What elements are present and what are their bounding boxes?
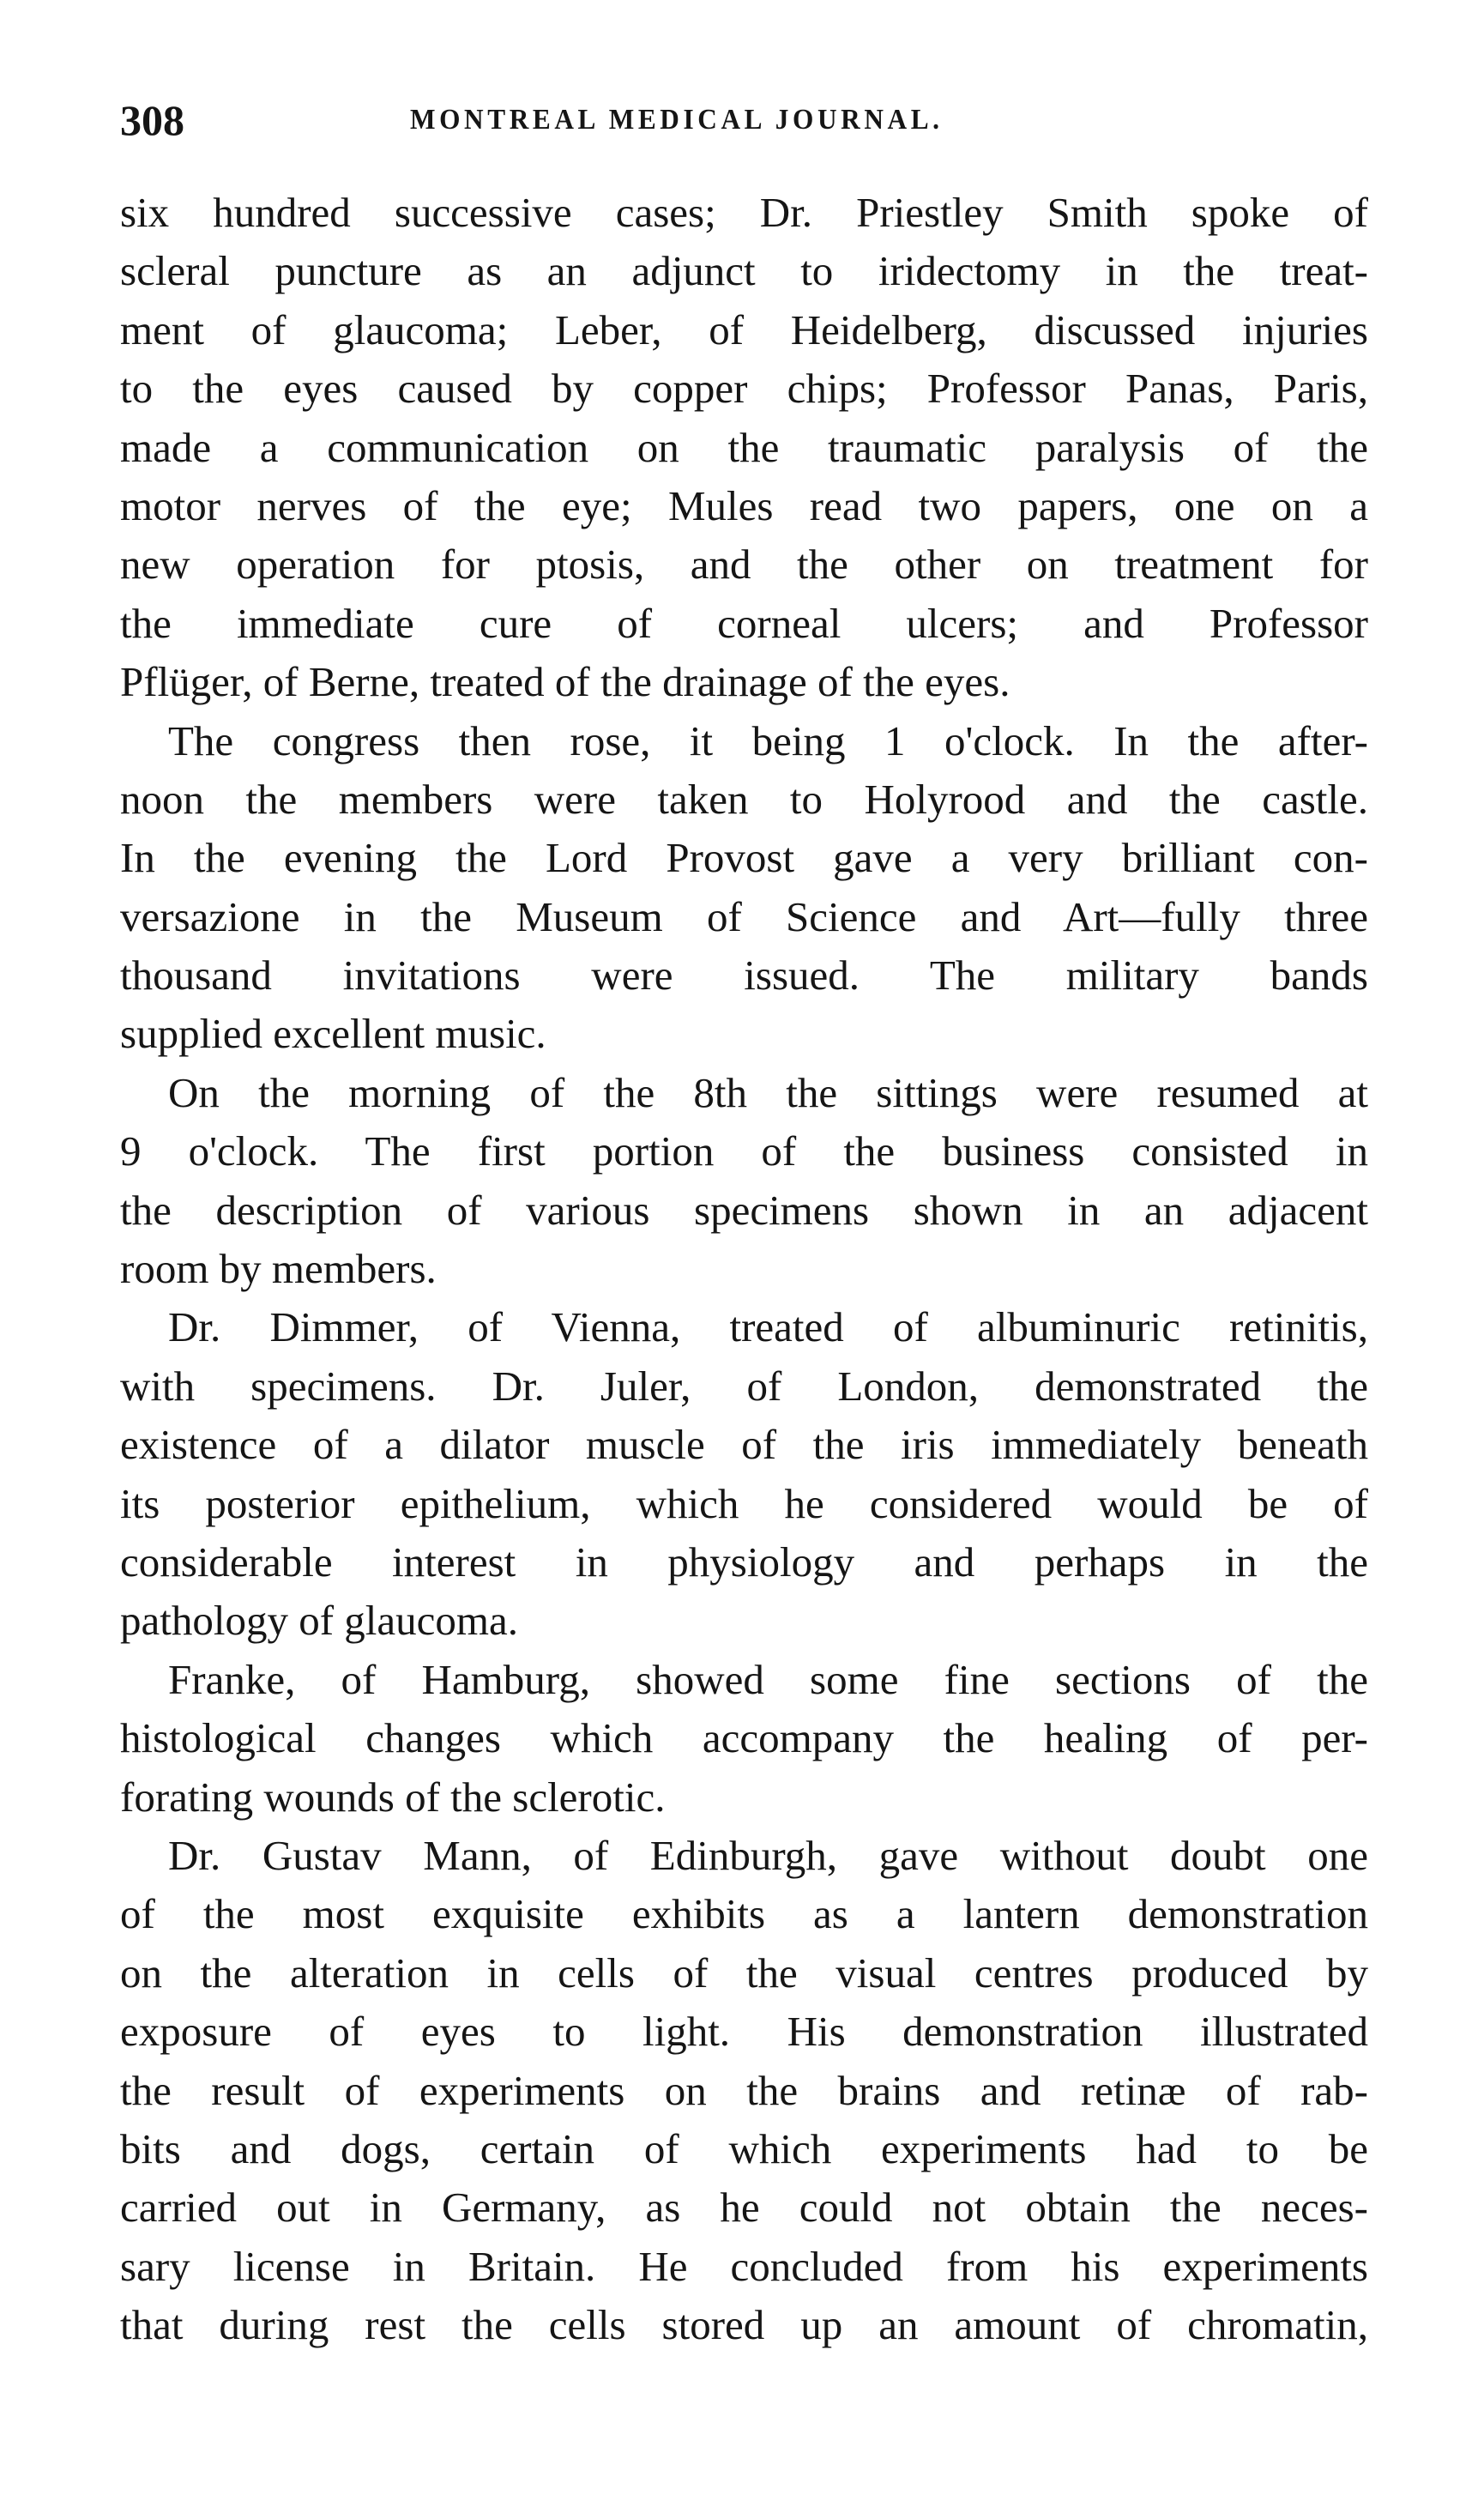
text-line: exposure of eyes to light. His demonstration illustrated (120, 2008, 1368, 2056)
text-line: to the eyes caused by copper chips; Professor Panas, Paris, (120, 365, 1368, 413)
text-line: 9 o'clock. The first portion of the business consisted in (120, 1127, 1368, 1175)
text-line: Dr. Gustav Mann, of Edinburgh, gave without doubt one (168, 1831, 1368, 1879)
text-line: its posterior epithelium, which he considered would be of (120, 1479, 1368, 1527)
text-line: ment of glaucoma; Leber, of Heidelberg, discussed injuries (120, 305, 1368, 353)
text-line: on the alteration in cells of the visual centres produced by (120, 1948, 1368, 1997)
text-line: forating wounds of the sclerotic. (120, 1773, 666, 1821)
text-line: bits and dogs, certain of which experiments had to be (120, 2124, 1368, 2172)
text-line: the immediate cure of corneal ulcers; and Professor (120, 599, 1368, 647)
text-line: pathology of glaucoma. (120, 1597, 519, 1645)
running-head: MONTREAL MEDICAL JOURNAL. (410, 104, 944, 136)
text-line: motor nerves of the eye; Mules read two papers, one on a (120, 481, 1368, 529)
text-line: noon the members were taken to Holyrood and the castle. (120, 775, 1368, 823)
text-line: new operation for ptosis, and the other on treatment for (120, 541, 1368, 589)
text-line: the result of experiments on the brains and retinæ of rab- (120, 2066, 1368, 2114)
text-line: histological changes which accompany the healing of per- (120, 1714, 1368, 1762)
text-line: scleral puncture as an adjunct to iridectomy in the treat- (120, 247, 1368, 295)
text-line: six hundred successive cases; Dr. Priestley Smith spoke of (120, 189, 1368, 236)
text-line: that during rest the cells stored up an amount of chromatin, (120, 2301, 1368, 2349)
text-line: In the evening the Lord Provost gave a very brilliant con- (120, 834, 1368, 882)
text-line: supplied excellent music. (120, 1010, 546, 1058)
text-line: made a communication on the traumatic paralysis of the (120, 423, 1368, 471)
text-line: Pflüger, of Berne, treated of the drainage of the eyes. (120, 658, 1010, 706)
article-body (120, 184, 1368, 2354)
text-line: existence of a dilator muscle of the iris immediately beneath (120, 1421, 1368, 1469)
text-line: of the most exquisite exhibits as a lantern demonstration (120, 1890, 1368, 1938)
text-line: room by members. (120, 1245, 437, 1293)
text-line: with specimens. Dr. Juler, of London, demonstrated the (120, 1362, 1368, 1410)
page-header (0, 86, 1484, 154)
text-line: considerable interest in physiology and perhaps in the (120, 1537, 1368, 1586)
text-line: sary license in Britain. He concluded from his experiments (120, 2242, 1368, 2290)
text-line: thousand invitations were issued. The military bands (120, 951, 1368, 1000)
text-line: The congress then rose, it being 1 o'clock. In the after- (168, 716, 1368, 764)
text-line: carried out in Germany, as he could not obtain the neces- (120, 2184, 1368, 2232)
text-line: On the morning of the 8th the sittings were resumed at (168, 1068, 1368, 1116)
text-line: versazione in the Museum of Science and Art—fully three (120, 892, 1368, 940)
text-line: Franke, of Hamburg, showed some fine sections of the (168, 1655, 1368, 1703)
page-number: 308 (120, 96, 184, 144)
text-line: the description of various specimens shown in an adjacent (120, 1186, 1368, 1234)
text-line: Dr. Dimmer, of Vienna, treated of albuminuric retinitis, (168, 1303, 1368, 1351)
